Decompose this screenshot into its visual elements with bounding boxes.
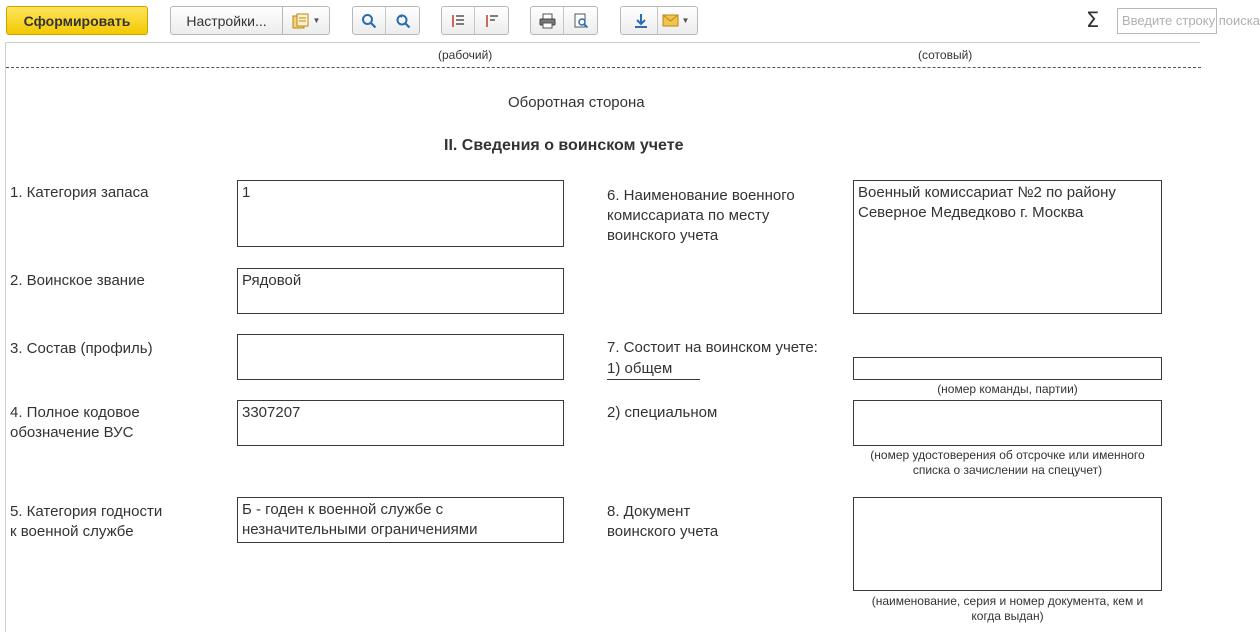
- vus-code-value: 3307207: [242, 404, 301, 421]
- military-rank-value: Рядовой: [242, 272, 302, 289]
- page-break-line: [6, 67, 1201, 68]
- send-email-button[interactable]: [658, 7, 694, 34]
- special-registration-field: [853, 400, 1162, 446]
- reserve-category-value: 1: [242, 184, 251, 201]
- fitness-category-label-line2: к военной службе: [10, 523, 134, 540]
- registration-label: 7. Состоит на воинском учете:: [607, 339, 818, 356]
- general-registration-label: 1) общем: [607, 360, 673, 377]
- commissariat-value-line1: Военный комиссариат №2 по району: [858, 184, 1116, 201]
- fitness-category-value-line2: незначительными ограничениями: [242, 521, 478, 538]
- mobile-phone-caption: (сотовый): [918, 48, 973, 62]
- staff-profile-label: 3. Состав (профиль): [10, 340, 153, 357]
- fitness-category-label: [10, 502, 162, 542]
- document-caption-line1: (наименование, серия и номер документа, кем и: [871, 594, 1144, 608]
- print-button[interactable]: [531, 7, 564, 34]
- expand-groups-button[interactable]: [442, 7, 475, 34]
- download-icon: [633, 13, 649, 29]
- fitness-category-label-line1: 5. Категория годности: [10, 503, 163, 520]
- search-next-icon: [395, 13, 411, 29]
- find-next-button[interactable]: [386, 7, 419, 34]
- settings-button[interactable]: [170, 6, 283, 35]
- page-side-title: Оборотная сторона: [508, 94, 645, 111]
- special-registration-label: 2) специальном: [607, 404, 718, 421]
- vus-code-label-line2: обозначение ВУС: [10, 424, 134, 441]
- expand-groups-icon: [450, 13, 466, 29]
- commissariat-value-line2: Северное Медведково г. Москва: [858, 204, 1084, 221]
- chevron-down-icon: ▼: [681, 16, 690, 25]
- generate-button[interactable]: Сформировать: [6, 6, 148, 35]
- commissariat-value: [854, 181, 1161, 225]
- reserve-category-field: [237, 180, 564, 247]
- fitness-category-value-line1: Б - годен к военной службе с: [242, 501, 444, 518]
- search-input[interactable]: Введите строку поиска: [1117, 8, 1217, 34]
- special-caption-line2: списка о зачислении на спецучет): [912, 463, 1103, 477]
- variants-menu-button[interactable]: [282, 6, 330, 35]
- search-icon: [361, 13, 377, 29]
- report-document: [5, 42, 1200, 632]
- general-label-underline: [607, 379, 700, 380]
- staff-profile-field: [237, 334, 564, 380]
- registration-document-value: [854, 498, 1161, 502]
- general-registration-caption: (номер команды, партии): [937, 382, 1078, 396]
- export-group: [620, 6, 698, 35]
- commissariat-label-line3: воинского учета: [607, 227, 719, 244]
- general-registration-value: [854, 358, 1161, 362]
- section-title: II. Сведения о воинском учете: [444, 137, 684, 154]
- save-file-button[interactable]: [625, 7, 658, 34]
- military-rank-field: [237, 268, 564, 314]
- print-group: [530, 6, 598, 35]
- registration-document-field: [853, 497, 1162, 591]
- commissariat-label-line2: комиссариата по месту: [607, 207, 770, 224]
- report-variants-icon: [292, 13, 310, 29]
- staff-profile-value: [238, 335, 563, 339]
- print-preview-button[interactable]: [564, 7, 597, 34]
- general-registration-field: [853, 357, 1162, 380]
- registration-document-label-line2: воинского учета: [607, 523, 719, 540]
- special-caption-line1: (номер удостоверения об отсрочке или именного: [870, 448, 1145, 462]
- chevron-down-icon: ▼: [312, 16, 321, 25]
- work-phone-caption: (рабочий): [438, 48, 493, 62]
- printer-icon: [539, 13, 556, 29]
- commissariat-field: [853, 180, 1162, 314]
- print-preview-icon: [573, 13, 589, 29]
- fitness-category-value: [238, 498, 563, 542]
- find-button[interactable]: [353, 7, 386, 34]
- military-rank-label: 2. Воинское звание: [10, 272, 145, 289]
- sum-icon[interactable]: Σ: [1086, 8, 1100, 32]
- registration-document-caption: [843, 594, 1172, 624]
- registration-document-label: [607, 502, 718, 542]
- vus-code-label: [10, 403, 140, 443]
- fitness-category-field: [237, 497, 564, 543]
- find-group: [352, 6, 420, 35]
- document-caption-line2: когда выдан): [971, 609, 1044, 623]
- collapse-groups-button[interactable]: [475, 7, 508, 34]
- commissariat-label-line1: 6. Наименование военного: [607, 187, 795, 204]
- special-registration-value: [854, 401, 1161, 405]
- envelope-icon: [662, 14, 679, 27]
- group-toggle: [441, 6, 509, 35]
- vus-code-field: [237, 400, 564, 446]
- toolbar: [0, 0, 1260, 42]
- collapse-groups-icon: [484, 13, 500, 29]
- special-registration-caption: [843, 448, 1172, 478]
- vus-code-label-line1: 4. Полное кодовое: [10, 404, 140, 421]
- registration-document-label-line1: 8. Документ: [607, 503, 691, 520]
- settings-label: Настройки...: [186, 12, 267, 29]
- commissariat-label: [607, 186, 795, 246]
- reserve-category-label: 1. Категория запаса: [10, 184, 149, 201]
